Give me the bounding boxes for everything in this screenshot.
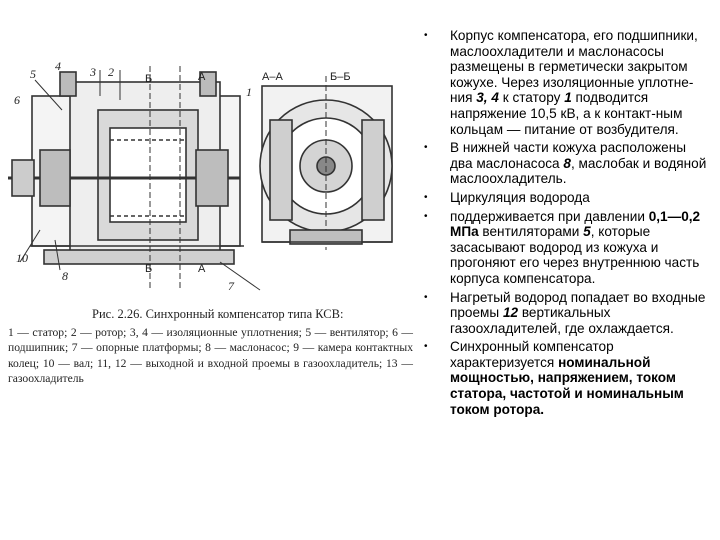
bullet-text: Синхронный компенсатор характеризуется [450, 339, 614, 370]
bullet-text: подводится напряжение 10,5 кВ, а к контакт-ным кольцам — питание от возбудителя. [450, 90, 683, 137]
part-label: 3 [90, 65, 96, 79]
bullet-item [420, 190, 710, 206]
part-label: 6 [14, 93, 20, 107]
section-mark-a-top: А [198, 71, 206, 83]
part-label: 10 [16, 251, 28, 265]
bullet-list [420, 28, 710, 420]
bullet-text: вентиляторами [478, 224, 584, 240]
bullet-text: Циркуляция водорода [450, 189, 590, 205]
part-label: 5 [30, 67, 36, 81]
machine-figure [0, 0, 415, 400]
bullet-item [420, 140, 710, 187]
longitudinal-section [8, 66, 260, 290]
part-label: 4 [55, 59, 61, 73]
bullet-text: Корпус компенсатора, его подшипники, маслоохладители и маслонасосы размещены в герметически закрытом кожухе. Через изоляционные уплотне-ния [450, 28, 698, 106]
section-mark-b-bottom: Б [145, 263, 153, 275]
figure-caption-title: Рис. 2.26. Синхронный компенсатор типа КСВ: [92, 307, 344, 321]
bullet-item [420, 339, 710, 417]
bullet-item [420, 209, 710, 287]
bullet-text: , которые засасывают водород из кожуха и прогоняют его через внутреннюю часть корпуса компенсатора. [450, 224, 700, 286]
bullet-text: поддерживается при давлении [450, 208, 649, 224]
bullet-text: 12 [502, 305, 519, 321]
figure-caption-legend: 1 — статор; 2 — ротор; 3, 4 — изоляционные уплотнения; 5 — вентилятор; 6 — подшипник; 7 — опорные платформы; 8 — маслонасос; 9 — камера контактных колец; 10 — вал; 11, 12 — выходной и входной проемы в газоохладитель; 13 — газоохладитель [8, 326, 413, 385]
bullet-item [420, 290, 710, 337]
part-label: 1 [246, 85, 252, 99]
bullet-text: 1 [564, 90, 572, 106]
bullet-dot: • [424, 30, 428, 41]
bullet-dot: • [424, 210, 428, 222]
bullet-dot: • [424, 142, 428, 154]
section-title-bb: Б–Б [330, 71, 351, 83]
part-label: 8 [62, 269, 68, 283]
bullet-text: к статору [498, 90, 565, 106]
bullet-text: Нагретый водород попадает во входные проемы [450, 289, 706, 321]
bullet-text: , маслобак и водяной маслоохладитель. [450, 155, 707, 187]
bullet-dot: • [424, 291, 428, 303]
part-label: 7 [228, 279, 234, 293]
section-mark-b-top: Б [145, 73, 153, 85]
bullet-text: вертикальных газоохладителей, где охлаждается. [450, 305, 674, 336]
bullet-text: 5 [583, 224, 591, 240]
bullet-text: номинальной мощностью, напряжением, током статора, частотой и номинальным током ротора. [450, 354, 684, 417]
bullet-text: 0,1—0,2 МПа [450, 208, 701, 240]
compensator-drawing [0, 0, 415, 310]
bullet-text: В нижней части кожуха расположены два маслонасоса [450, 140, 687, 171]
bullet-text: 8 [563, 155, 571, 171]
bullet-dot: • [424, 191, 428, 203]
cross-section [260, 76, 392, 250]
bullet-dot: • [424, 341, 428, 353]
bullet-item [420, 28, 710, 137]
section-mark-a-bottom: А [198, 263, 206, 275]
part-label: 2 [108, 65, 114, 79]
bullet-text: 3, 4 [476, 90, 499, 106]
section-title-aa: А–А [262, 71, 283, 83]
